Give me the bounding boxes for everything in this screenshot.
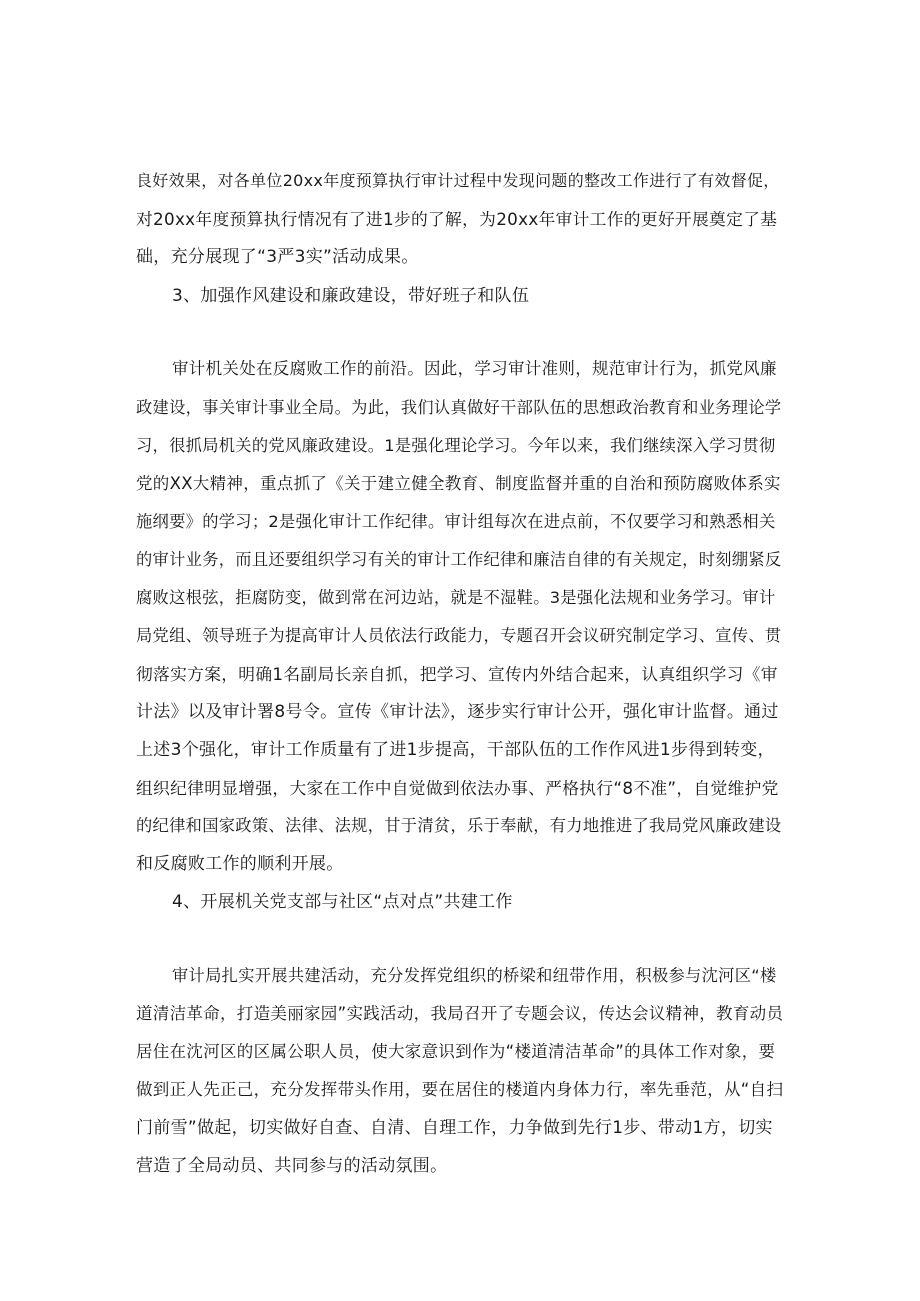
- text-line: 组织纪律明显增强，大家在工作中自觉做到依法办事、严格执行“8不准”，自觉维护党: [136, 778, 779, 798]
- text-line: 对20xx年度预算执行情况有了进1步的了解，为20xx年审计工作的更好开展奠定了基: [136, 209, 778, 229]
- text-line: 道清洁革命，打造美丽家园”实践活动，我局召开了专题会议，传达会议精神，教育动员: [136, 1004, 784, 1023]
- text-line: 门前雪”做起，切实做好自查、自清、自理工作，力争做到先行1步、带动1方，切实: [136, 1118, 773, 1138]
- text-line: 的纪律和国家政策、法律、法规，甘于清贫，乐于奉献，有力地推进了我局党风廉政建设: [136, 816, 782, 835]
- text-line: 居住在沈河区的区属公职人员，使大家意识到作为“楼道清洁革命”的具体工作对象，要: [136, 1042, 776, 1061]
- text-line: 上述3个强化，审计工作质量有了进1步提高，干部队伍的工作作风进1步得到转变，: [136, 740, 775, 760]
- section-heading: 4、开展机关党支部与社区“点对点”共建工作: [172, 892, 513, 912]
- text-line: 习，很抓局机关的党风廉政建设。1是强化理论学习。今年以来，我们继续深入学习贯彻: [136, 436, 776, 455]
- text-line: 政建设，事关审计事业全局。为此，我们认真做好干部队伍的思想政治教育和业务理论学: [136, 398, 782, 417]
- section-heading: 3、加强作风建设和廉政建设，带好班子和队伍: [172, 286, 530, 306]
- text-line: 营造了全局动员、共同参与的活动氛围。: [136, 1156, 448, 1176]
- text-line: 党的XX大精神，重点抓了《关于建立健全教育、制度监督并重的自治和预防腐败体系实: [136, 474, 781, 493]
- text-line: 础，充分展现了“3严3实”活动成果。: [136, 247, 419, 267]
- text-line: 计法》以及审计署8号令。宣传《审计法》，逐步实行审计公开，强化审计监督。通过: [136, 702, 779, 722]
- text-line: 施纲要》的学习；2是强化审计工作纪律。审计组每次在进点前，不仅要学习和熟悉相关: [136, 512, 776, 531]
- text-line: 局党组、领导班子为提高审计人员依法行政能力，专题召开会议研究制定学习、宣传、贯: [136, 626, 782, 645]
- text-line: 和反腐败工作的顺利开展。: [136, 854, 344, 874]
- text-line: 的审计业务，而且还要组织学习有关的审计工作纪律和廉洁自律的有关规定，时刻绷紧反: [136, 550, 782, 569]
- text-line: 腐败这根弦，拒腐防变，做到常在河边站，就是不湿鞋。3是强化法规和业务学习。审计: [136, 588, 776, 607]
- text-line: 彻落实方案，明确1名副局长亲自抓，把学习、宣传内外结合起来，认真组织学习《审: [136, 664, 778, 684]
- text-line: 做到正人先正己，充分发挥带头作用，要在居住的楼道内身体力行，率先垂范，从“自扫: [136, 1080, 784, 1099]
- text-line: 审计局扎实开展共建活动，充分发挥党组织的桥梁和纽带作用，积极参与沈河区“楼: [172, 966, 777, 985]
- text-line: 审计机关处在反腐败工作的前沿。因此，学习审计准则，规范审计行为，抓党风廉: [172, 359, 777, 378]
- text-line: 良好效果，对各单位20xx年度预算执行审计过程中发现问题的整改工作进行了有效督促，: [136, 171, 780, 190]
